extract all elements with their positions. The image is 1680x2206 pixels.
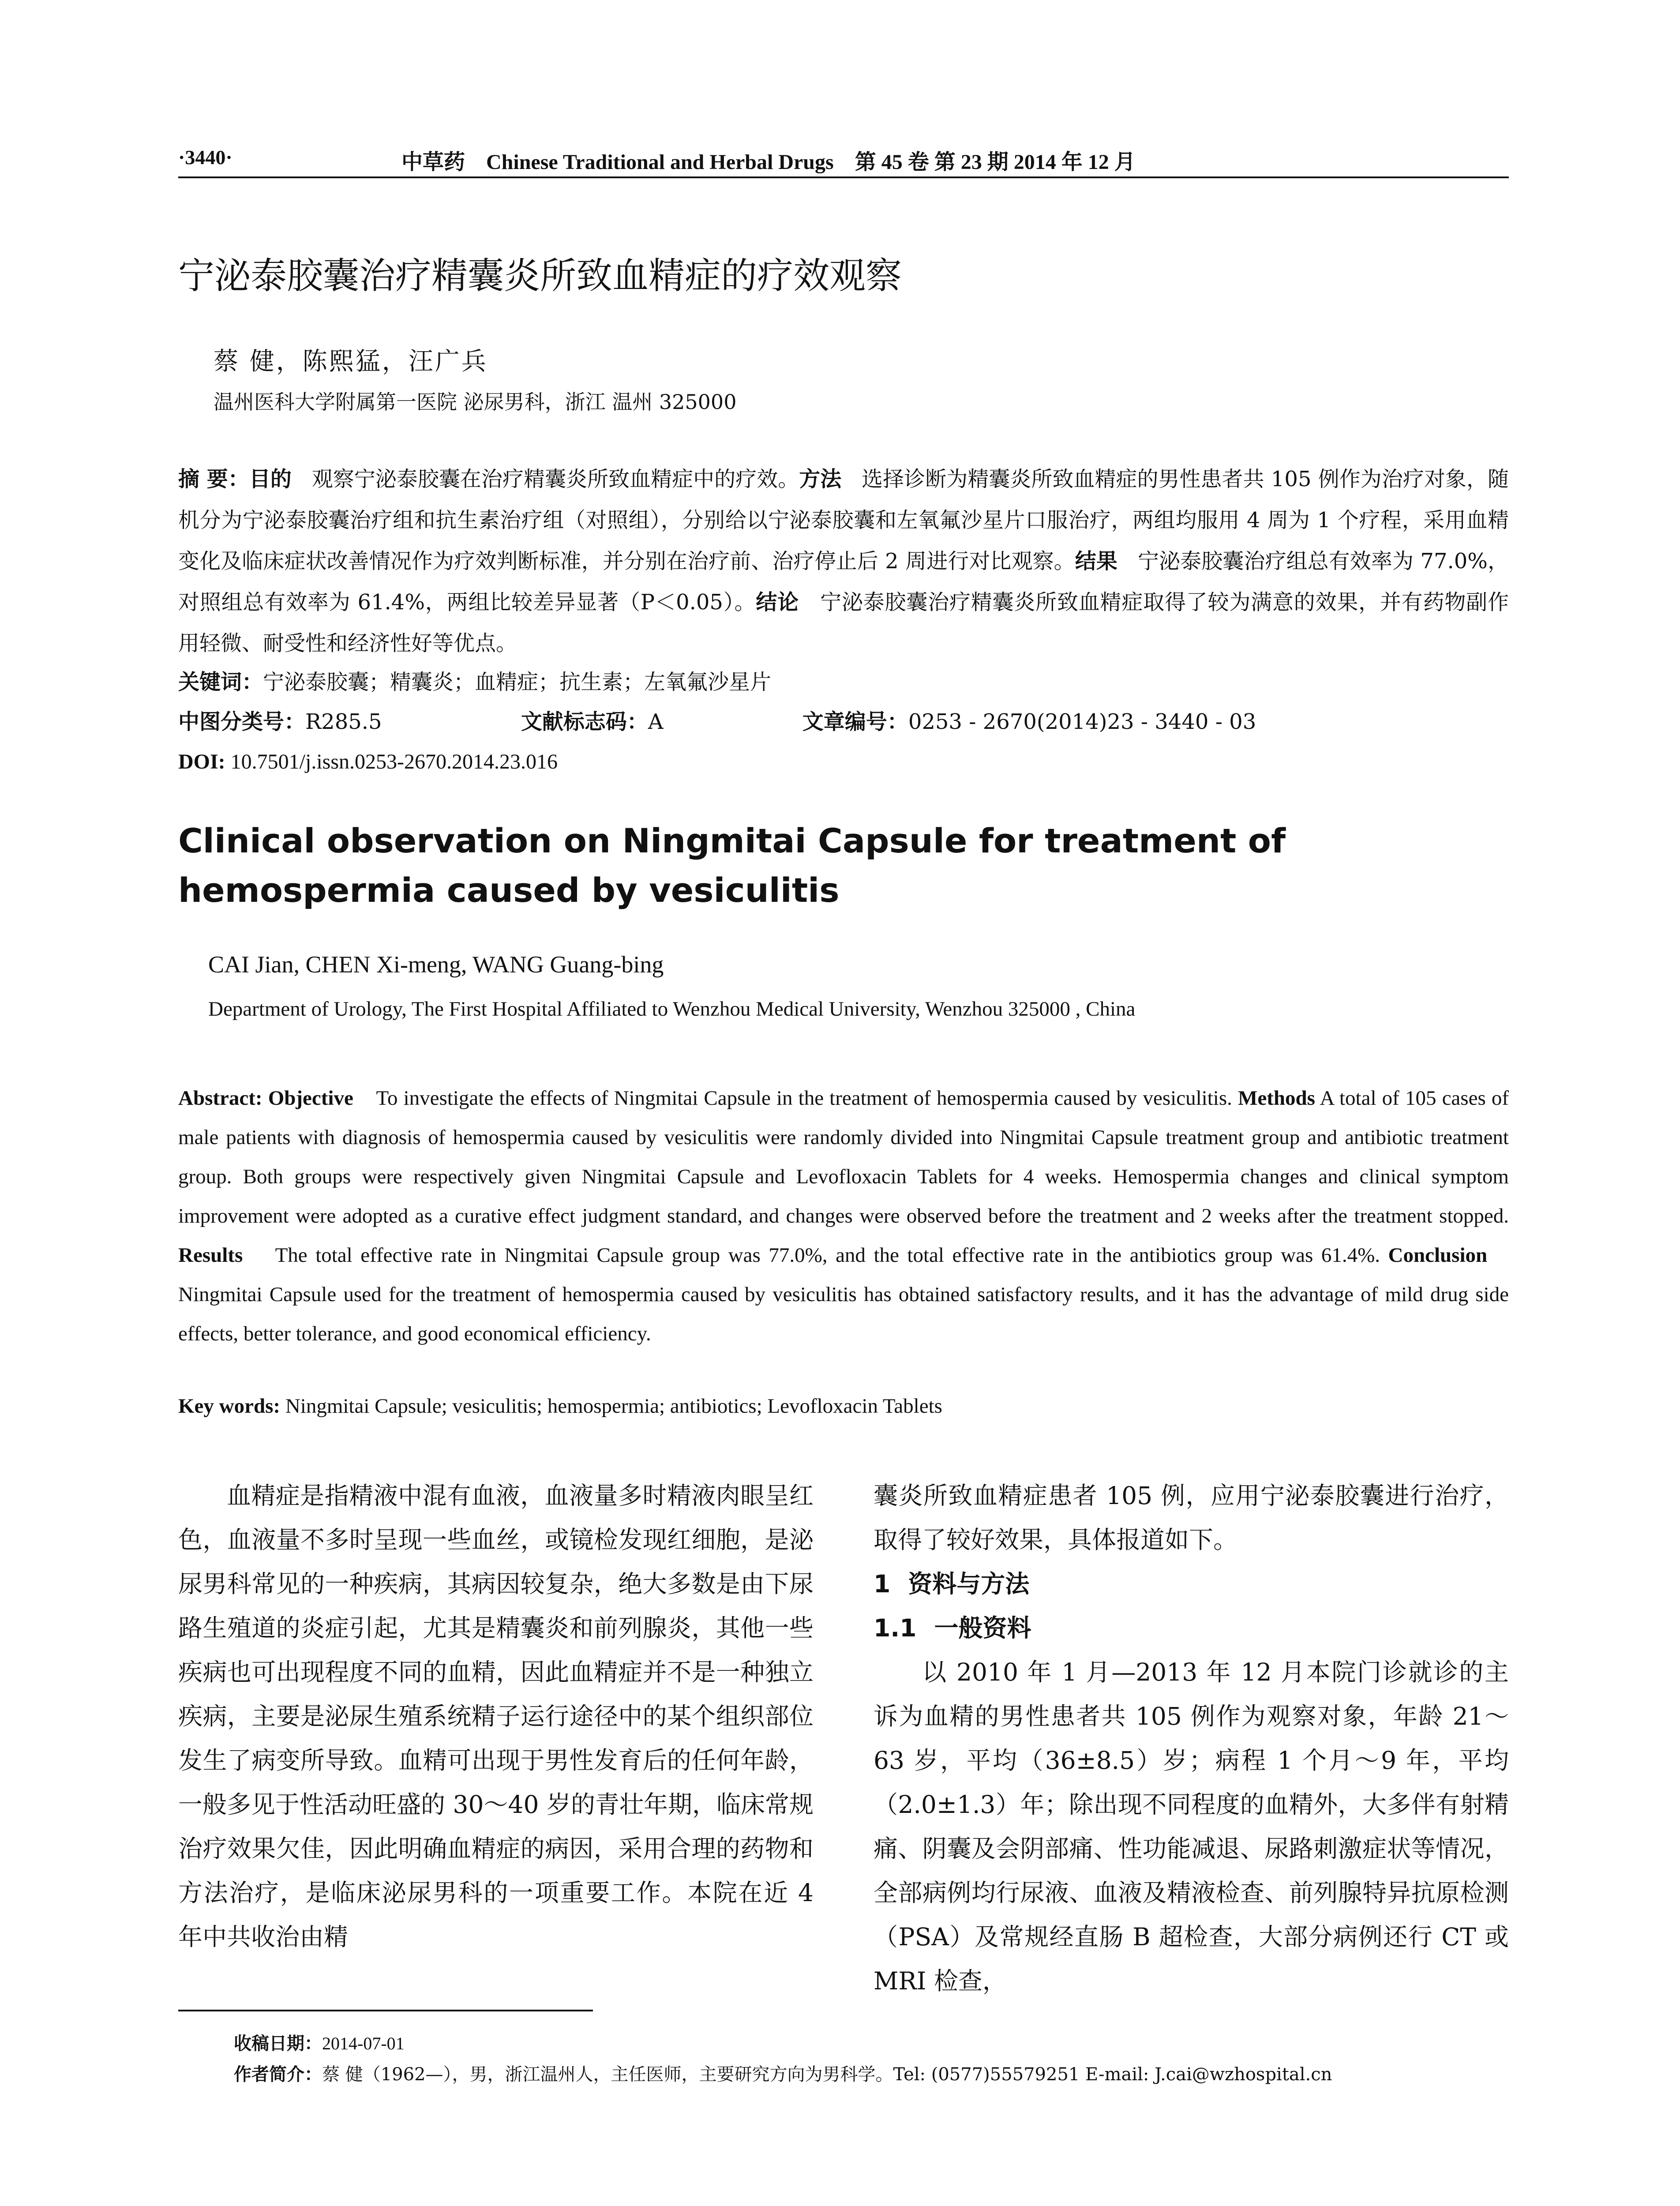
author-bio-label: 作者简介： bbox=[234, 2064, 322, 2085]
cn-abstract-label: 摘 要： bbox=[178, 467, 249, 491]
cn-doc bbox=[521, 709, 730, 734]
cn-keywords: 宁泌泰胶囊；精囊炎；血精症；抗生素；左氧氟沙星片 bbox=[263, 670, 772, 694]
page-number: ·3440· bbox=[178, 146, 232, 169]
cn-results-label: 结果 bbox=[1075, 549, 1118, 574]
doi-line bbox=[178, 741, 1509, 782]
cn-classification-line bbox=[178, 702, 1509, 743]
cn-class-label: 中图分类号： bbox=[178, 709, 306, 734]
received-date-value: 2014-07-01 bbox=[322, 2033, 405, 2053]
section-1-number: 1 bbox=[874, 1570, 891, 1598]
cn-title: 宁泌泰胶囊治疗精囊炎所致血精症的疗效观察 bbox=[178, 255, 902, 297]
section-1-1-title: 一般资料 bbox=[934, 1614, 1031, 1642]
en-abstract bbox=[178, 1079, 1509, 1354]
section-heading-1 bbox=[874, 1562, 1509, 1606]
cn-article-label: 文章编号： bbox=[802, 709, 908, 734]
cn-conclusion: 宁泌泰胶囊治疗精囊炎所致血精症取得了较为满意的效果，并有药物副作用轻微、耐受性和经济性好等优点。 bbox=[178, 590, 1509, 656]
cn-article bbox=[802, 709, 1322, 734]
cn-doc-value: A bbox=[648, 709, 664, 734]
cn-doc-label: 文献标志码： bbox=[521, 709, 648, 734]
intro-paragraph-continued: 囊炎所致血精症患者 105 例，应用宁泌泰胶囊进行治疗，取得了较好效果，具体报道如下。 bbox=[874, 1482, 1509, 1554]
journal-header bbox=[401, 145, 1136, 175]
en-objective: To investigate the effects of Ningmitai Capsule in the treatment of hemospermia caused by vesiculitis. bbox=[376, 1087, 1232, 1110]
doi-label: DOI: bbox=[178, 750, 225, 773]
en-authors: CAI Jian, CHEN Xi-meng, WANG Guang-bing bbox=[208, 951, 664, 978]
en-methods: A total of 105 cases of male patients with diagnosis of hemospermia caused by vesiculitis were randomly divided into Ningmitai Capsule treatment group and antibiotic treatment group. Both groups were respectively given Ningmitai Capsule and Levofloxacin Tablets for 4 weeks. Hemospermia changes and clinical symptom improvement were adopted as a curative effect judgment standard, and changes were observed before the treatment and 2 weeks after the treatment stopped. bbox=[178, 1087, 1509, 1227]
cn-results: 宁泌泰胶囊治疗组总有效率为 77.0%，对照组总有效率为 61.4%，两组比较差异显著（P＜0.05）。 bbox=[178, 549, 1509, 615]
journal-name-cn: 中草药 bbox=[401, 150, 465, 174]
en-abstract-label: Abstract: bbox=[178, 1087, 262, 1110]
footnote-author-bio bbox=[234, 2060, 1332, 2086]
cn-class-value: R285.5 bbox=[305, 709, 382, 734]
footnote-rule bbox=[178, 2010, 593, 2011]
cn-methods-label: 方法 bbox=[799, 467, 842, 491]
section-1-1-number: 1.1 bbox=[874, 1614, 917, 1642]
en-title: Clinical observation on Ningmitai Capsule for treatment of hemospermia caused by vesiculitis bbox=[178, 821, 1286, 910]
author-bio-value: 蔡 健（1962—），男，浙江温州人，主任医师，主要研究方向为男科学。Tel: (0577)55579251 E-mail: J.cai@wzhospital.cn bbox=[322, 2064, 1332, 2085]
intro-paragraph: 血精症是指精液中混有血液，血液量多时精液肉眼呈红色，血液量不多时呈现一些血丝，或镜检发现红细胞，是泌尿男科常见的一种疾病，其病因较复杂，绝大多数是由下尿路生殖道的炎症引起，尤其是精囊炎和前列腺炎，其他一些疾病也可出现程度不同的血精，因此血精症并不是一种独立疾病，主要是泌尿生殖系统精子运行途径中的某个组织部位发生了病变所导致。血精可出现于男性发育后的任何年龄，一般多见于性活动旺盛的 30～40 岁的青壮年期，临床常规治疗效果欠佳，因此明确血精症的病因，采用合理的药物和方法治疗，是临床泌尿男科的一项重要工作。本院在近 4 年中共收治由精 bbox=[178, 1482, 814, 1951]
cn-article-value: 0253 - 2670(2014)23 - 3440 - 03 bbox=[908, 709, 1256, 734]
cn-class bbox=[178, 709, 448, 734]
cn-affiliation: 温州医科大学附属第一医院 泌尿男科，浙江 温州 325000 bbox=[214, 390, 737, 414]
en-methods-label: Methods bbox=[1238, 1087, 1315, 1110]
body-column-right bbox=[874, 1474, 1509, 2003]
en-conclusion-label: Conclusion bbox=[1388, 1244, 1488, 1267]
en-keywords-line bbox=[178, 1394, 1509, 1418]
received-date-label: 收稿日期： bbox=[234, 2033, 322, 2054]
cn-methods: 选择诊断为精囊炎所致血精症的男性患者共 105 例作为治疗对象，随机分为宁泌泰胶囊治疗组和抗生素治疗组（对照组），分别给以宁泌泰胶囊和左氧氟沙星片口服治疗，两组均服用 4 周为 1 个疗程，采用血精变化及临床症状改善情况作为疗效判断标准，并分别在治疗前、治疗停止后 2 周进行对比观察。 bbox=[178, 467, 1509, 574]
en-affiliation: Department of Urology, The First Hospital Affiliated to Wenzhou Medical University, Wenzhou 325000 , China bbox=[208, 998, 1136, 1020]
cn-objective-label: 目的 bbox=[249, 467, 292, 491]
section-1-title: 资料与方法 bbox=[908, 1570, 1030, 1598]
cn-objective: 观察宁泌泰胶囊在治疗精囊炎所致血精症中的疗效。 bbox=[311, 467, 799, 491]
en-results: The total effective rate in Ningmitai Capsule group was 77.0%, and the total effective rate in the antibiotics group was 61.4%. bbox=[275, 1244, 1380, 1267]
footnote-received-date bbox=[234, 2030, 405, 2055]
en-keywords-label: Key words: bbox=[178, 1395, 281, 1418]
cn-authors: 蔡 健，陈熙猛，汪广兵 bbox=[214, 347, 488, 376]
section-1-1-paragraph: 以 2010 年 1 月—2013 年 12 月本院门诊就诊的主诉为血精的男性患者共 105 例作为观察对象，年龄 21～63 岁，平均（36±8.5）岁；病程 1 个月～9 年，平均（2.0±1.3）年；除出现不同程度的血精外，大多伴有射精痛、阴囊及会阴部痛、性功能减退、尿路刺激症状等情况，全部病例均行尿液、血液及精液检查、前列腺特异抗原检测（PSA）及常规经直肠 B 超检查，大部分病例还行 CT 或 MRI 检查， bbox=[874, 1658, 1509, 1995]
journal-name-en: Chinese Traditional and Herbal Drugs bbox=[486, 150, 834, 174]
en-results-label: Results bbox=[178, 1244, 243, 1267]
header-rule bbox=[178, 176, 1509, 178]
body-column-left bbox=[178, 1474, 814, 1959]
en-objective-label: Objective bbox=[268, 1087, 353, 1110]
journal-issue: 第 45 卷 第 23 期 2014 年 12 月 bbox=[855, 150, 1136, 174]
section-heading-1-1 bbox=[874, 1606, 1509, 1650]
cn-keywords-line bbox=[178, 662, 1509, 703]
cn-abstract bbox=[178, 459, 1509, 664]
cn-keywords-label: 关键词： bbox=[178, 670, 263, 694]
cn-conclusion-label: 结论 bbox=[756, 590, 799, 615]
doi-value: 10.7501/j.issn.0253-2670.2014.23.016 bbox=[230, 750, 558, 773]
en-keywords: Ningmitai Capsule; vesiculitis; hemospermia; antibiotics; Levofloxacin Tablets bbox=[285, 1395, 942, 1418]
en-conclusion: Ningmitai Capsule used for the treatment of hemospermia caused by vesiculitis has obtained satisfactory results, and it has the advantage of mild drug side effects, better tolerance, and good economical efficiency. bbox=[178, 1283, 1509, 1345]
